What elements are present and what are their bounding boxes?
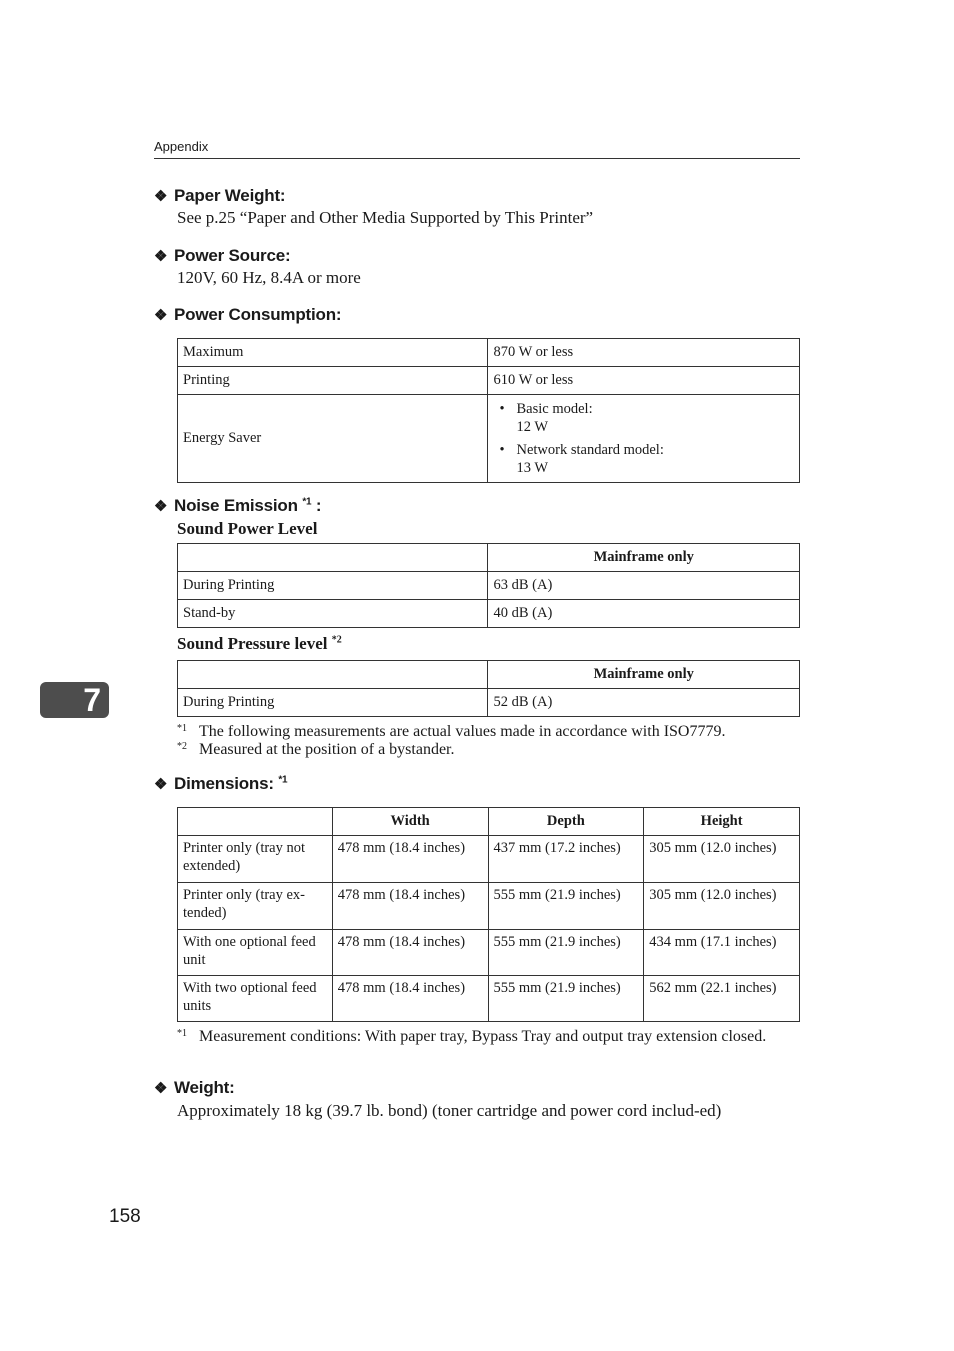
table-cell: Energy Saver <box>178 395 488 483</box>
sound-power-title: Sound Power Level <box>177 519 318 538</box>
footnote <box>177 741 800 759</box>
power-consumption-table <box>177 338 800 483</box>
sound-pressure-title <box>177 634 342 654</box>
heading-colon: : <box>311 496 322 515</box>
paper-weight-heading-text: Paper Weight: <box>174 186 286 205</box>
table-row <box>178 572 800 600</box>
table-header-row <box>178 808 800 836</box>
table-cell: 434 mm (17.1 inches) <box>644 930 800 976</box>
noise-emission-heading <box>154 496 321 516</box>
power-source-text: 120V, 60 Hz, 8.4A or more <box>177 268 361 287</box>
table-header-cell <box>178 661 488 689</box>
table-cell: Stand-by <box>178 600 488 628</box>
table-header-cell: Mainframe only <box>488 544 800 572</box>
table-row <box>178 976 800 1022</box>
diamond-bullet-icon: ❖ <box>154 307 168 324</box>
table-cell: Printing <box>178 367 488 395</box>
table-header-cell: Width <box>332 808 488 836</box>
sound-pressure-table <box>177 660 800 717</box>
table-cell: 437 mm (17.2 inches) <box>488 836 644 883</box>
chapter-tab: 7 <box>40 682 109 718</box>
table-cell: 555 mm (21.9 inches) <box>488 976 644 1022</box>
energy-saver-list <box>493 400 794 477</box>
dimensions-table <box>177 807 800 1022</box>
weight-heading-text: Weight: <box>174 1078 235 1097</box>
table-cell: 555 mm (21.9 inches) <box>488 930 644 976</box>
list-item-name: Network standard model: <box>516 442 664 458</box>
diamond-bullet-icon: ❖ <box>154 1080 168 1097</box>
table-cell: 63 dB (A) <box>488 572 800 600</box>
sound-pressure-title-text: Sound Pressure level <box>177 634 328 653</box>
table-row <box>178 930 800 976</box>
table-header-cell: Height <box>644 808 800 836</box>
diamond-bullet-icon: ❖ <box>154 188 168 205</box>
list-item-value: 13 W <box>516 460 549 476</box>
footnote <box>177 723 800 741</box>
header-rule <box>154 158 800 159</box>
footnote-ref: *1 <box>302 496 312 508</box>
table-header-cell: Depth <box>488 808 644 836</box>
table-header-row <box>178 544 800 572</box>
table-cell: 555 mm (21.9 inches) <box>488 883 644 930</box>
footnote-mark: *1 <box>177 1028 187 1039</box>
footnote-text: Measured at the position of a bystander. <box>199 741 455 758</box>
sound-power-table <box>177 543 800 628</box>
list-item-name: Basic model: <box>516 401 593 417</box>
table-cell: 478 mm (18.4 inches) <box>332 836 488 883</box>
weight-heading <box>154 1078 235 1098</box>
running-header: Appendix <box>154 139 209 154</box>
table-cell: With two optional feed units <box>178 976 333 1022</box>
table-header-row <box>178 661 800 689</box>
table-cell: With one optional feed unit <box>178 930 333 976</box>
footnote-text: The following measurements are actual values made in accordance with ISO7779. <box>199 723 726 740</box>
weight-text: Approximately 18 kg (39.7 lb. bond) (toner cartridge and power cord includ-ed) <box>177 1101 722 1120</box>
footnote <box>177 1028 800 1046</box>
table-cell: During Printing <box>178 689 488 717</box>
power-source-heading <box>154 246 290 266</box>
table-cell: 478 mm (18.4 inches) <box>332 976 488 1022</box>
table-cell: 870 W or less <box>488 339 800 367</box>
footnote-ref: *1 <box>278 774 288 786</box>
dimensions-heading-text: Dimensions: <box>174 774 274 793</box>
noise-emission-heading-text: Noise Emission <box>174 496 298 515</box>
table-header-cell: Mainframe only <box>488 661 800 689</box>
table-cell: During Printing <box>178 572 488 600</box>
table-cell: Printer only (tray not extended) <box>178 836 333 883</box>
table-header-cell <box>178 808 333 836</box>
table-cell: Maximum <box>178 339 488 367</box>
table-cell: 305 mm (12.0 inches) <box>644 836 800 883</box>
table-row <box>178 689 800 717</box>
table-row <box>178 600 800 628</box>
footnote-ref: *2 <box>331 634 342 646</box>
diamond-bullet-icon: ❖ <box>154 498 168 515</box>
table-row <box>178 395 800 483</box>
table-row <box>178 367 800 395</box>
power-source-heading-text: Power Source: <box>174 246 291 265</box>
table-cell: 305 mm (12.0 inches) <box>644 883 800 930</box>
page-number: 158 <box>109 1206 141 1227</box>
paper-weight-heading <box>154 186 285 206</box>
table-cell: 610 W or less <box>488 367 800 395</box>
table-row <box>178 339 800 367</box>
footnote-mark: *1 <box>177 723 187 734</box>
table-cell: 52 dB (A) <box>488 689 800 717</box>
table-cell: 40 dB (A) <box>488 600 800 628</box>
table-row <box>178 883 800 930</box>
energy-saver-values <box>488 395 800 483</box>
table-cell: 478 mm (18.4 inches) <box>332 930 488 976</box>
diamond-bullet-icon: ❖ <box>154 248 168 265</box>
footnote-mark: *2 <box>177 741 187 752</box>
list-item <box>493 400 794 436</box>
paper-weight-text: See p.25 “Paper and Other Media Supported by This Printer” <box>177 208 594 227</box>
list-item <box>493 441 794 477</box>
footnote-text: Measurement conditions: With paper tray, Bypass Tray and output tray extension closed. <box>199 1028 767 1045</box>
diamond-bullet-icon: ❖ <box>154 776 168 793</box>
table-cell: 562 mm (22.1 inches) <box>644 976 800 1022</box>
power-consumption-heading <box>154 305 341 325</box>
table-row <box>178 836 800 883</box>
table-header-cell <box>178 544 488 572</box>
dimensions-heading <box>154 774 287 794</box>
table-cell: Printer only (tray ex-tended) <box>178 883 333 930</box>
table-cell: 478 mm (18.4 inches) <box>332 883 488 930</box>
power-consumption-heading-text: Power Consumption: <box>174 305 342 324</box>
list-item-value: 12 W <box>516 419 549 435</box>
